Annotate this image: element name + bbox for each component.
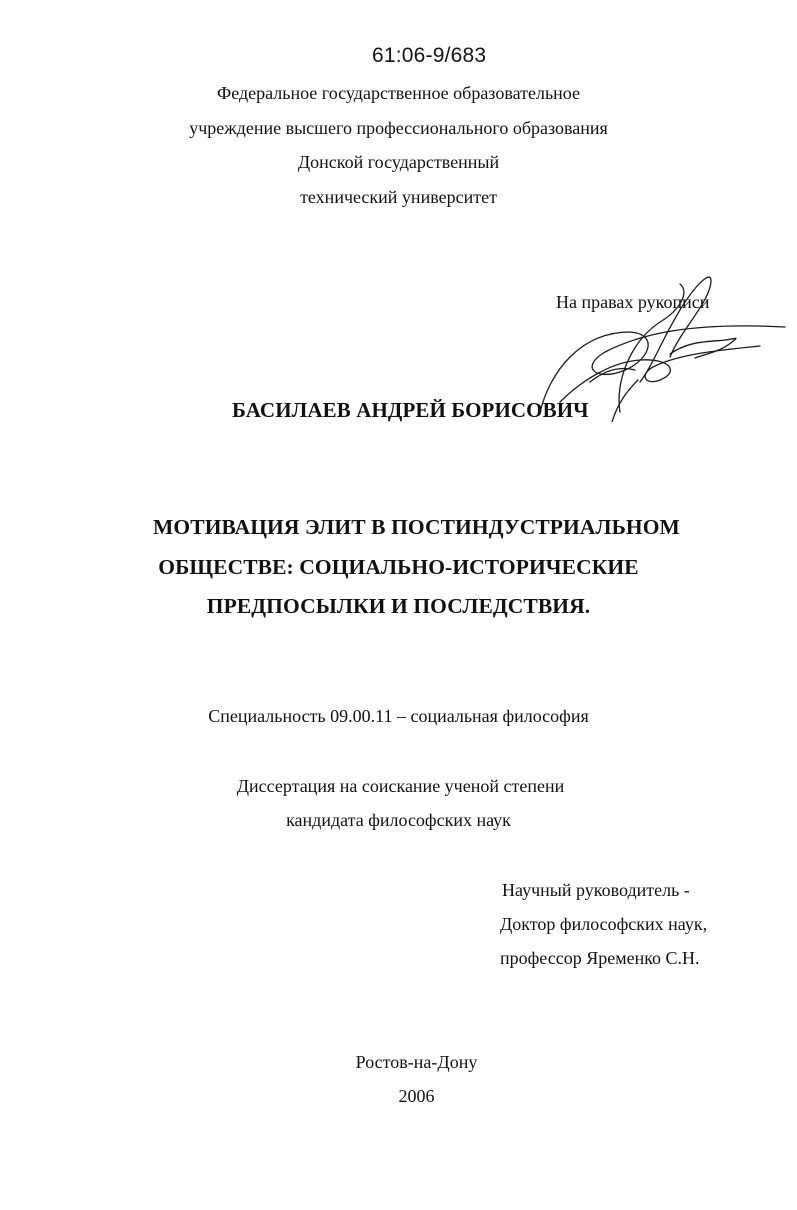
thesis-title-line-1: МОТИВАЦИЯ ЭЛИТ В ПОСТИНДУСТРИАЛЬНОМ [153, 515, 680, 539]
institution-line-2: учреждение высшего профессионального образования [189, 118, 608, 138]
thesis-title-line-3: ПРЕДПОСЫЛКИ И ПОСЛЕДСТВИЯ. [206, 594, 591, 618]
year: 2006 [398, 1086, 435, 1106]
city: Ростов-на-Дону [355, 1052, 478, 1072]
author-name: БАСИЛАЕВ АНДРЕЙ БОРИСОВИЧ [232, 398, 589, 422]
institution-line-3: Донской государственный [297, 152, 500, 172]
supervisor-line-1: Научный руководитель - [502, 880, 690, 900]
signature-image [520, 262, 790, 422]
specialty-line: Специальность 09.00.11 – социальная философия [208, 706, 589, 726]
thesis-title-line-2: ОБЩЕСТВЕ: СОЦИАЛЬНО-ИСТОРИЧЕСКИЕ [158, 555, 639, 579]
degree-line-2: кандидата философских наук [286, 810, 511, 830]
manuscript-rights-note: На правах рукописи [556, 292, 710, 312]
degree-line-1: Диссертация на соискание ученой степени [236, 776, 565, 796]
supervisor-line-3: профессор Яременко С.Н. [500, 948, 700, 968]
institution-line-1: Федеральное государственное образовательное [217, 83, 580, 103]
supervisor-line-2: Доктор философских наук, [500, 914, 708, 934]
archive-code: 61:06-9/683 [372, 44, 487, 67]
institution-line-4: технический университет [300, 187, 497, 207]
